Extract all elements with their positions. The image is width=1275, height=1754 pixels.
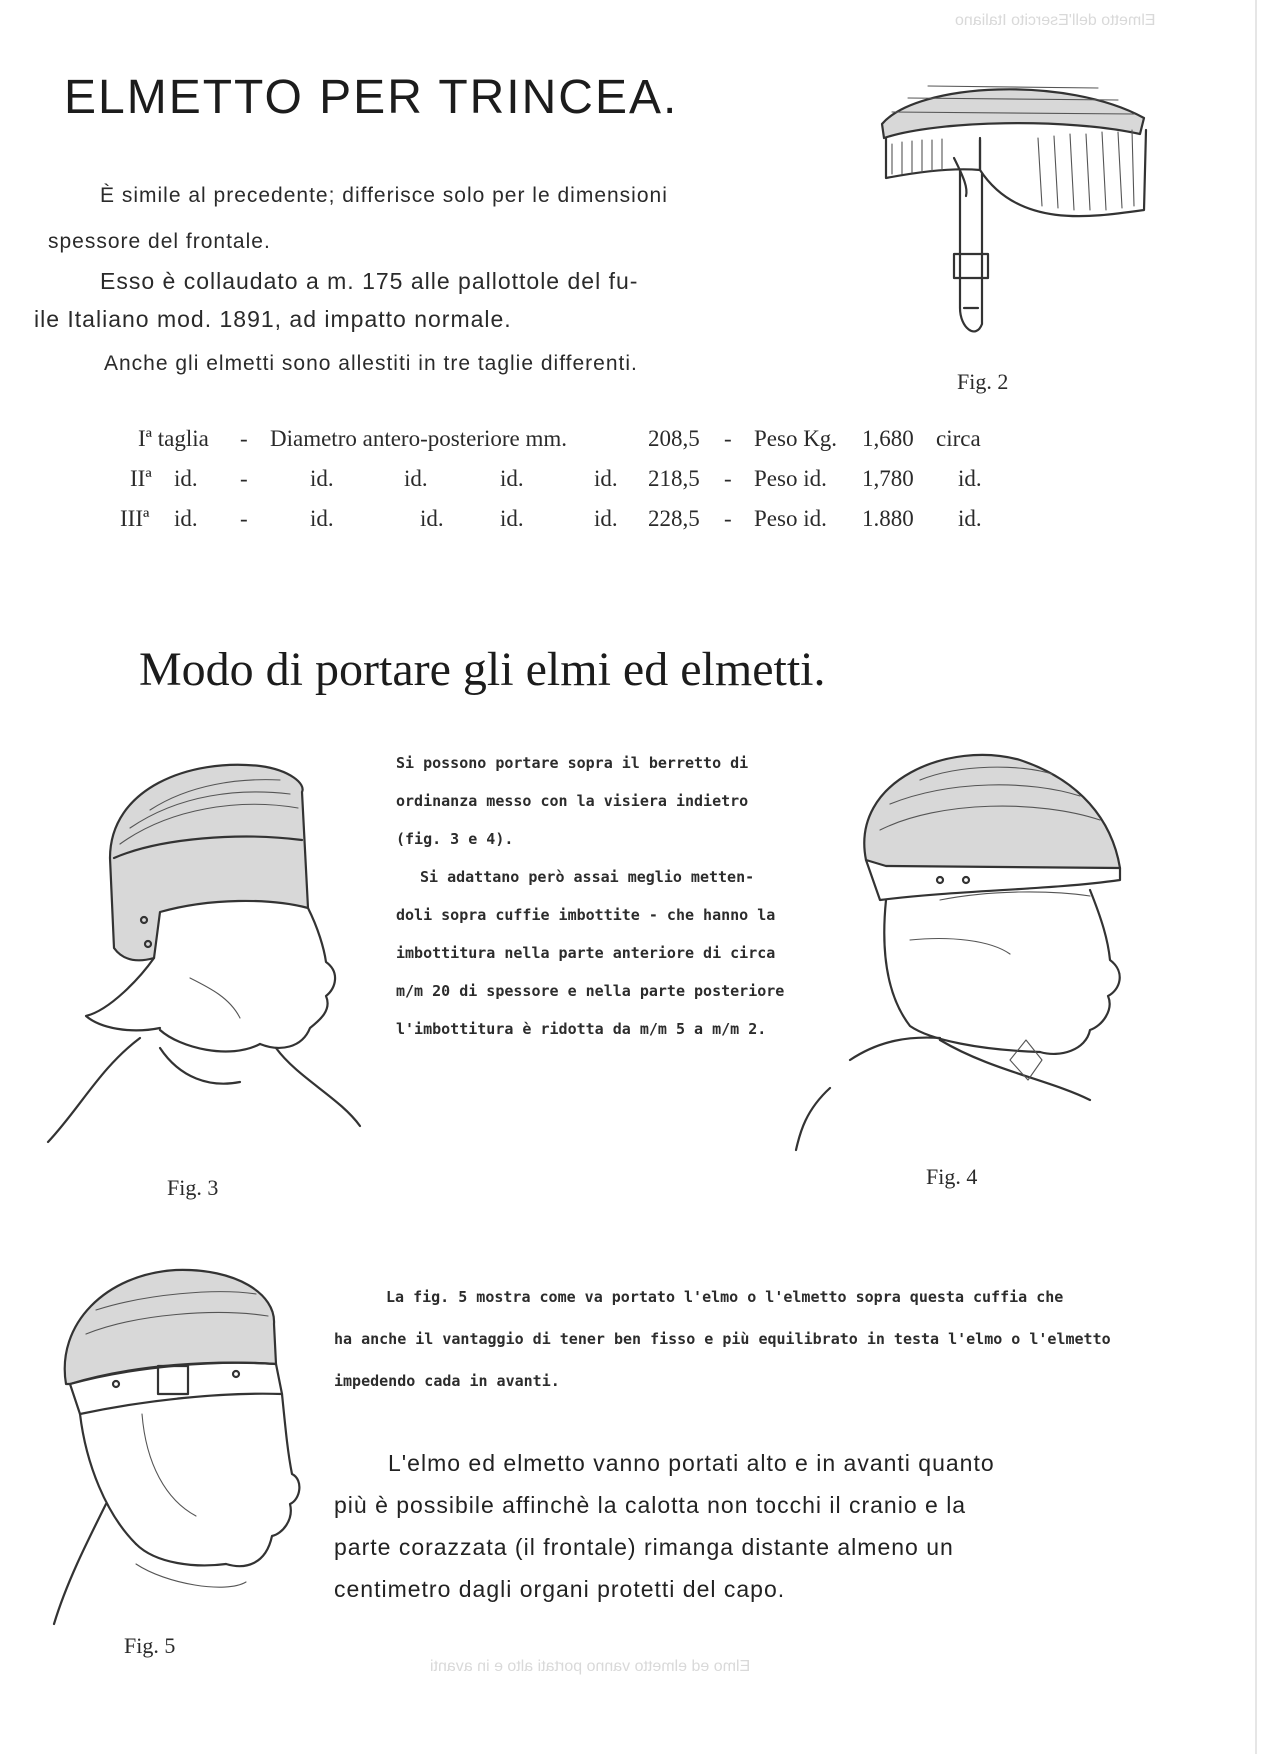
bleed-through-text-bottom: Elmo ed elmetto vanno portati alto e in avanti	[430, 1658, 751, 1675]
size-2-id1: id.	[174, 466, 198, 491]
size-3-value: 228,5	[648, 506, 700, 531]
size-2-id3: id.	[404, 466, 428, 491]
fig5-line-2: ha anche il vantaggio di tener ben fisso e più equilibrato in testa l'elmo o l'elmetto	[334, 1330, 1111, 1348]
wearing-paragraph	[396, 754, 784, 1058]
intro-line-1: È simile al precedente; differisce solo per le dimensioni	[100, 184, 668, 207]
figure-3-caption: Fig. 3	[167, 1175, 219, 1200]
size-1-taglia: Iª taglia	[138, 426, 209, 451]
wearing-line-3: (fig. 3 e 4).	[396, 830, 514, 848]
figure-5-head-illustration	[46, 1264, 306, 1634]
fig5-paragraph	[334, 1288, 1111, 1414]
intro-line-4: ile Italiano mod. 1891, ad impatto normale.	[34, 306, 512, 332]
intro-line-2: spessore del frontale.	[48, 230, 271, 253]
size-3-weight: 1.880	[862, 506, 914, 531]
page-edge-shadow	[1255, 0, 1257, 1754]
size-3-id5: id.	[594, 506, 618, 531]
size-3-id3: id.	[420, 506, 444, 531]
size-1-desc: Diametro antero-posteriore mm.	[270, 426, 567, 451]
size-2-peso: Peso id.	[754, 466, 827, 491]
size-3-suffix: id.	[958, 506, 982, 531]
size-1-sep2: -	[724, 426, 732, 451]
fig5-line-1: La fig. 5 mostra come va portato l'elmo o l'elmetto sopra questa cuffia che	[386, 1288, 1064, 1306]
bleed-through-text-top: Elmetto dell'Esercito Italiano	[954, 12, 1155, 29]
intro-line-5: Anche gli elmetti sono allestiti in tre taglie differenti.	[104, 352, 638, 375]
wearing-line-1: Si possono portare sopra il berretto di	[396, 754, 749, 772]
size-2-id4: id.	[500, 466, 524, 491]
size-2-suffix: id.	[958, 466, 982, 491]
size-3-id4: id.	[500, 506, 524, 531]
figure-5-caption: Fig. 5	[124, 1633, 176, 1658]
heading-elmetto-per-trincea: ELMETTO PER TRINCEA.	[64, 71, 679, 124]
size-2-value: 218,5	[648, 466, 700, 491]
wearing-line-4: Si adattano però assai meglio metten-	[420, 868, 755, 886]
heading-modo-di-portare: Modo di portare gli elmi ed elmetti.	[139, 643, 826, 696]
size-1-sep1: -	[240, 426, 248, 451]
size-2-taglia: IIª	[130, 466, 152, 491]
size-2-sep2: -	[724, 466, 732, 491]
size-2-id2: id.	[310, 466, 334, 491]
figure-3-head-illustration	[40, 748, 370, 1168]
figure-4-head-illustration	[790, 740, 1130, 1160]
trench-helmet-illustration	[868, 78, 1158, 358]
size-3-id1: id.	[174, 506, 198, 531]
final-line-4: centimetro dagli organi protetti del capo.	[334, 1576, 786, 1602]
size-1-suffix: circa	[936, 426, 981, 451]
size-3-id2: id.	[310, 506, 334, 531]
figure-4-caption: Fig. 4	[926, 1164, 978, 1189]
wearing-line-2: ordinanza messo con la visiera indietro	[396, 792, 749, 810]
wearing-line-8: l'imbottitura è ridotta da m/m 5 a m/m 2.	[396, 1020, 767, 1038]
final-line-3: parte corazzata (il frontale) rimanga distante almeno un	[334, 1534, 954, 1560]
size-1-value: 208,5	[648, 426, 700, 451]
final-paragraph	[334, 1450, 995, 1618]
wearing-line-6: imbottitura nella parte anteriore di circa	[396, 944, 776, 962]
figure-2-caption: Fig. 2	[957, 369, 1009, 394]
size-2-weight: 1,780	[862, 466, 914, 491]
size-2-sep1: -	[240, 466, 248, 491]
size-1-weight: 1,680	[862, 426, 914, 451]
size-3-taglia: IIIª	[120, 506, 150, 531]
size-3-peso: Peso id.	[754, 506, 827, 531]
size-3-sep2: -	[724, 506, 732, 531]
size-1-peso: Peso Kg.	[754, 426, 838, 451]
final-line-2: più è possibile affinchè la calotta non tocchi il cranio e la	[334, 1492, 967, 1518]
wearing-line-7: m/m 20 di spessore e nella parte posteriore	[396, 982, 785, 1000]
final-line-1: L'elmo ed elmetto vanno portati alto e in avanti quanto	[388, 1450, 995, 1476]
size-3-sep1: -	[240, 506, 248, 531]
intro-line-3: Esso è collaudato a m. 175 alle pallottole del fu-	[100, 268, 639, 294]
size-2-id5: id.	[594, 466, 618, 491]
fig5-line-3: impedendo cada in avanti.	[334, 1372, 560, 1390]
wearing-line-5: doli sopra cuffie imbottite - che hanno la	[396, 906, 776, 924]
